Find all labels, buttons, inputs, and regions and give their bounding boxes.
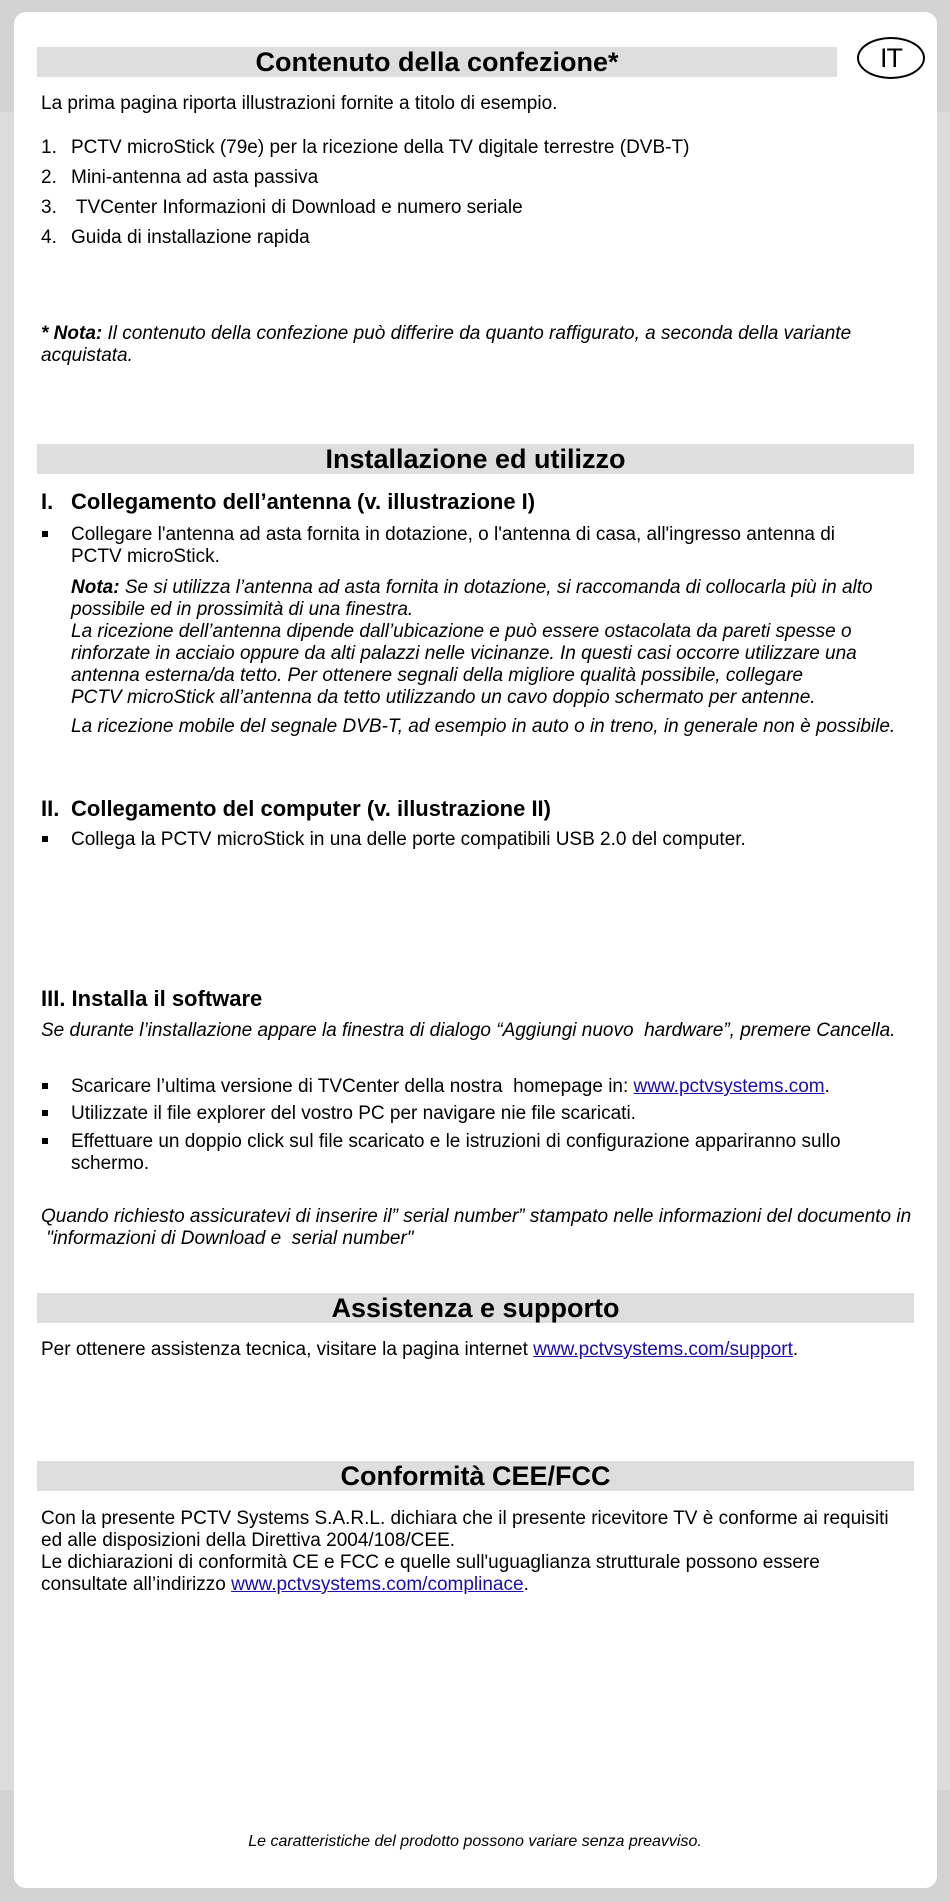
note-label: Nota: <box>71 577 120 598</box>
note-text: Il contenuto della confezione può differire da quanto raffigurato, a seconda della variante <box>102 323 852 344</box>
conformity-line3: Le dichiarazioni di conformità CE e FCC e quelle sull'uguaglianza strutturale possono essere <box>41 1552 820 1573</box>
conformity-line2: ed alle disposizioni della Direttiva 2004/108/CEE. <box>41 1530 456 1551</box>
section-title-conformity: Conformità CEE/FCC <box>37 1461 914 1491</box>
bullet-icon <box>42 531 48 537</box>
step2-bullet: Collega la PCTV microStick in una delle porte compatibili USB 2.0 del computer. <box>71 829 746 850</box>
list-item-number: 2. <box>41 167 57 188</box>
support-text-prefix: Per ottenere assistenza tecnica, visitare la pagina internet <box>41 1339 534 1360</box>
section-title-install: Installazione ed utilizzo <box>37 444 914 474</box>
support-text <box>41 1339 798 1361</box>
bullet-icon <box>42 1083 48 1089</box>
step1-number: I. <box>41 489 54 514</box>
bullet-icon <box>42 1110 48 1116</box>
step1-note-line: PCTV microStick all’antenna da tetto utilizzando un cavo doppio schermato per antenne. <box>71 687 816 708</box>
step3-bullet2: Utilizzate il file explorer del vostro PC per navigare nie file scaricati. <box>71 1103 636 1124</box>
step3-bullet1-text: Scaricare l’ultima versione di TVCenter della nostra homepage in: <box>71 1076 634 1097</box>
list-item-number: 1. <box>41 137 57 158</box>
support-text-suffix: . <box>792 1339 799 1360</box>
step2-number: II. <box>41 796 60 821</box>
footer-disclaimer: Le caratteristiche del prodotto possono variare senza preavviso. <box>248 1833 702 1850</box>
list-item-number: 4. <box>41 227 57 248</box>
conformity-line4-suffix: . <box>523 1574 529 1595</box>
step1-note-line: La ricezione dell’antenna dipende dall’ubicazione e può essere ostacolata da pareti spesse o <box>71 621 852 642</box>
language-badge: IT <box>857 37 925 79</box>
step3-bullet1-suffix: . <box>824 1076 830 1097</box>
conformity-line4 <box>41 1574 529 1596</box>
serial-note-line1: Quando richiesto assicuratevi di inserire il” serial number” stampato nelle informazioni del documento in <box>41 1206 912 1227</box>
list-item: PCTV microStick (79e) per la ricezione della TV digitale terrestre (DVB-T) <box>71 137 690 158</box>
step1-heading: Collegamento dell’antenna (v. illustrazione I) <box>71 489 536 514</box>
step3-dialog-note: Se durante l’installazione appare la finestra di dialogo “Aggiungi nuovo hardware”, premere Cancella. <box>41 1020 896 1041</box>
step1-mobile-note: La ricezione mobile del segnale DVB-T, ad esempio in auto o in treno, in generale non è possibile. <box>71 716 896 737</box>
step1-note-line: possibile ed in prossimità di una finestra. <box>71 599 414 620</box>
list-item: Guida di installazione rapida <box>71 227 310 248</box>
step1-bullet-line2: PCTV microStick. <box>71 546 220 567</box>
list-item: Mini-antenna ad asta passiva <box>71 167 319 188</box>
step1-note <box>71 577 873 599</box>
section-title-support: Assistenza e supporto <box>37 1293 914 1323</box>
step3-bullet1 <box>71 1076 830 1098</box>
contents-intro: La prima pagina riporta illustrazioni fornite a titolo di esempio. <box>41 93 558 114</box>
contents-note <box>41 323 851 345</box>
homepage-link[interactable]: www.pctvsystems.com <box>633 1076 825 1097</box>
bullet-icon <box>42 836 48 842</box>
list-item: TVCenter Informazioni di Download e numero seriale <box>71 197 523 218</box>
list-item-number: 3. <box>41 197 57 218</box>
step1-bullet-line1: Collegare l'antenna ad asta fornita in dotazione, o l'antenna di casa, all'ingresso antenna di <box>71 524 836 545</box>
note-label: * Nota: <box>41 323 103 344</box>
conformity-line4-prefix: consultate all’indirizzo <box>41 1574 232 1595</box>
serial-note-line2: "informazioni di Download e serial number" <box>41 1228 414 1249</box>
step1-note-line: antenna esterna/da tetto. Per ottenere segnali della migliore qualità possibile, collegare <box>71 665 803 686</box>
conformity-line1: Con la presente PCTV Systems S.A.R.L. dichiara che il presente ricevitore TV è conforme ai requisiti <box>41 1508 889 1529</box>
step3-bullet3-line1: Effettuare un doppio click sul file scaricato e le istruzioni di configurazione appariranno sullo <box>71 1131 841 1152</box>
document-page <box>14 12 937 1888</box>
compliance-link[interactable]: www.pctvsystems.com/complinace <box>231 1574 524 1595</box>
step1-note-line: rinforzate in acciaio oppure da alti palazzi nelle vicinanze. In questi casi occorre utilizzare una <box>71 643 857 664</box>
support-link[interactable]: www.pctvsystems.com/support <box>533 1339 793 1360</box>
step3-bullet3-line2: schermo. <box>71 1153 150 1174</box>
step2-heading: Collegamento del computer (v. illustrazione II) <box>71 796 551 821</box>
bullet-icon <box>42 1138 48 1144</box>
note-text: Se si utilizza l’antenna ad asta fornita in dotazione, si raccomanda di collocarla più in alto <box>119 577 873 598</box>
section-title-contents: Contenuto della confezione* <box>37 47 837 77</box>
contents-note-line2: acquistata. <box>41 345 133 366</box>
step3-heading: III. Installa il software <box>41 986 263 1011</box>
